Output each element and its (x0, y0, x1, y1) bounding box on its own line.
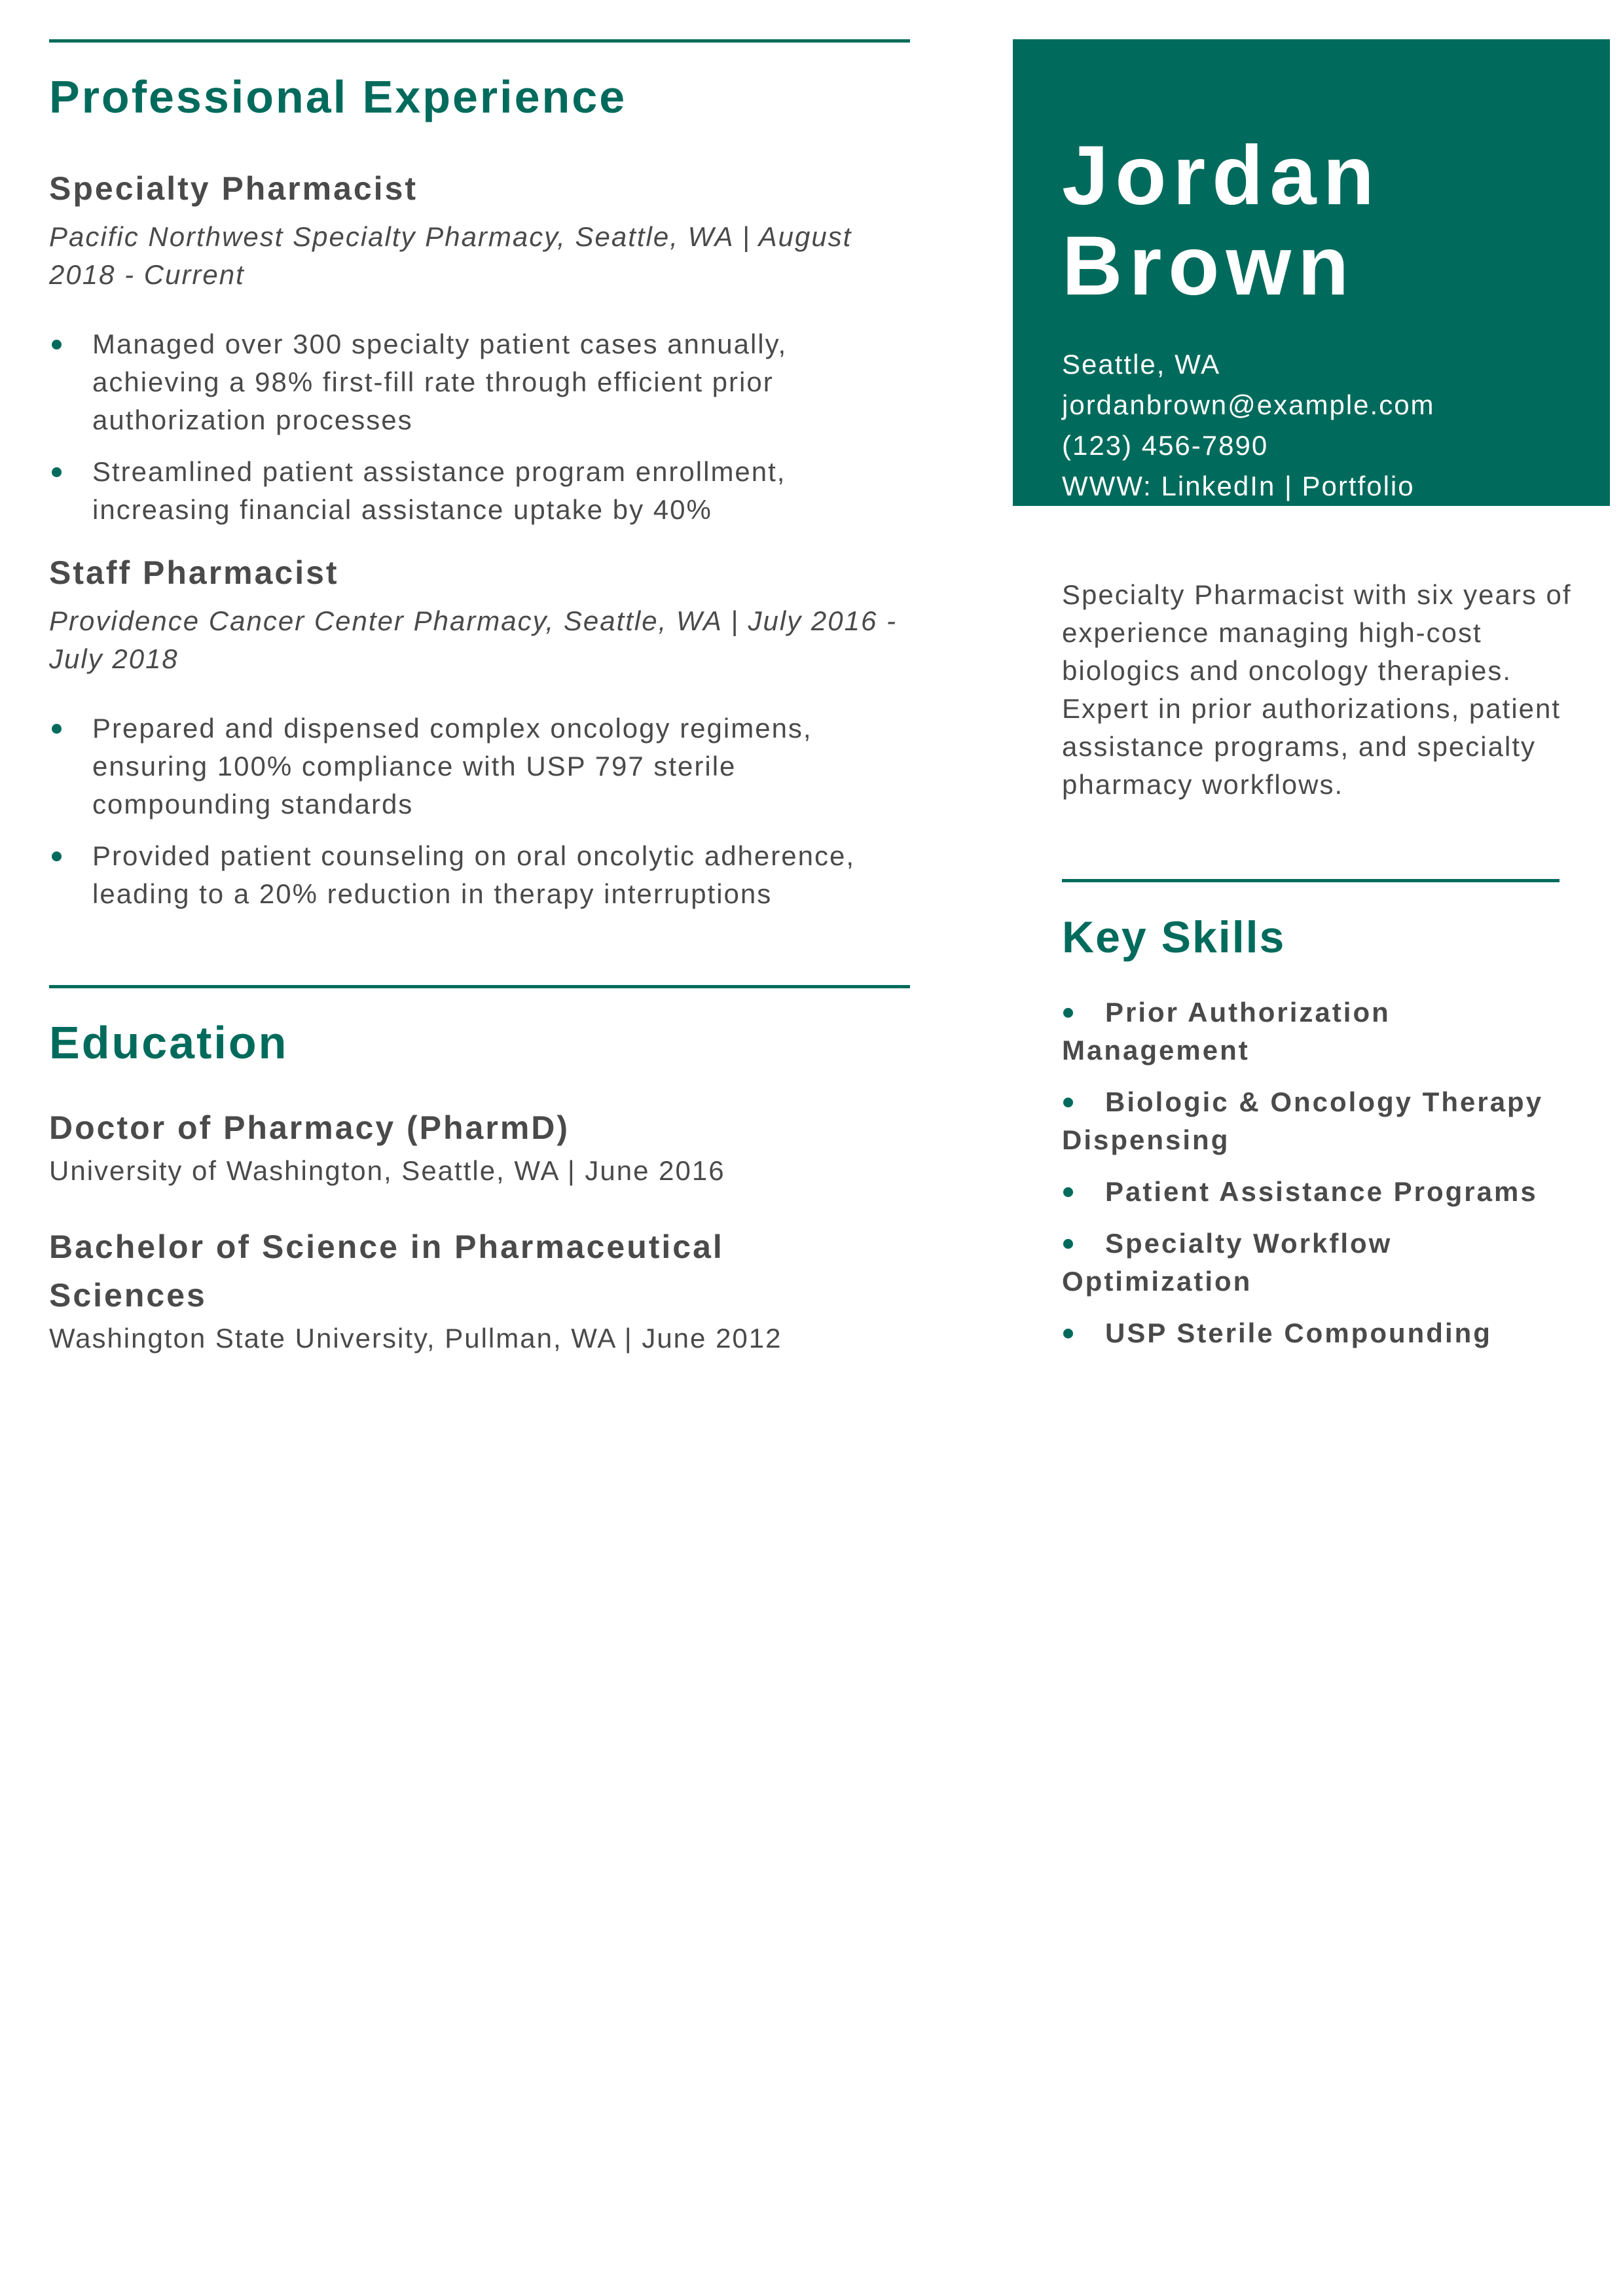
main-column (49, 39, 910, 1357)
job-bullets (49, 325, 910, 529)
job-meta: Providence Cancer Center Pharmacy, Seattle, WA | July 2016 - July 2018 (49, 605, 897, 674)
skills-section (1062, 879, 1559, 1366)
job-entry (49, 172, 910, 529)
candidate-name (1062, 131, 1610, 312)
job-bullets (49, 709, 910, 913)
location-text: Seattle, WA (1062, 349, 1221, 380)
list-item: Prior Authorization Management (1062, 997, 1391, 1066)
profile-summary: Specialty Pharmacist with six years of experience managing high-cost biologics and oncology therapies. Expert in prior authorizations, patient assistance programs, and specialty pharmacy workflows. (1062, 579, 1572, 800)
education-heading: Education (49, 1017, 289, 1068)
list-item: Patient Assistance Programs (1062, 1173, 1559, 1211)
job-title: Staff Pharmacist (49, 554, 339, 591)
skills-list (1062, 994, 1559, 1352)
phone-text: (123) 456-7890 (1062, 430, 1269, 461)
job-entry (49, 556, 910, 913)
bullet-icon (1063, 1008, 1073, 1018)
section-divider (49, 39, 910, 43)
name-header (1013, 39, 1610, 506)
degree-title: Bachelor of Science in Pharmaceutical Sciences (49, 1229, 724, 1314)
list-item: Biologic & Oncology Therapy Dispensing (1062, 1086, 1544, 1155)
education-meta: Washington State University, Pullman, WA | June 2012 (49, 1323, 782, 1354)
list-item: Streamlined patient assistance program enrollment, increasing financial assistance uptake by 40% (49, 453, 910, 529)
education-entry (49, 1103, 910, 1190)
list-item: Prepared and dispensed complex oncology regimens, ensuring 100% compliance with USP 797 sterile compounding standards (49, 709, 910, 823)
bullet-icon (52, 724, 62, 734)
last-name: Brown (1062, 219, 1356, 313)
section-divider (1062, 879, 1559, 882)
bullet-icon (52, 467, 62, 477)
section-divider (49, 985, 910, 988)
contact-info (1062, 344, 1610, 507)
bullet-icon (1063, 1187, 1073, 1197)
skills-heading: Key Skills (1062, 912, 1286, 962)
web-links[interactable]: WWW: LinkedIn | Portfolio (1062, 471, 1415, 501)
experience-heading: Professional Experience (49, 71, 627, 122)
list-item: Managed over 300 specialty patient cases annually, achieving a 98% first-fill rate through efficient prior authorization processes (49, 325, 910, 439)
education-entry (49, 1223, 910, 1357)
list-item: Provided patient counseling on oral oncolytic adherence, leading to a 20% reduction in therapy interruptions (49, 837, 910, 913)
email-link[interactable]: jordanbrown@example.com (1062, 389, 1435, 420)
degree-title: Doctor of Pharmacy (PharmD) (49, 1109, 570, 1146)
bullet-icon (1063, 1329, 1073, 1338)
bullet-icon (1063, 1239, 1073, 1249)
list-item: USP Sterile Compounding (1062, 1314, 1559, 1352)
education-meta: University of Washington, Seattle, WA | June 2016 (49, 1155, 725, 1186)
job-meta: Pacific Northwest Specialty Pharmacy, Seattle, WA | August 2018 - Current (49, 221, 852, 290)
list-item: Specialty Workflow Optimization (1062, 1228, 1393, 1297)
bullet-icon (52, 852, 62, 861)
bullet-icon (52, 340, 62, 350)
bullet-icon (1063, 1098, 1073, 1107)
job-title: Specialty Pharmacist (49, 170, 418, 207)
first-name: Jordan (1062, 129, 1381, 223)
